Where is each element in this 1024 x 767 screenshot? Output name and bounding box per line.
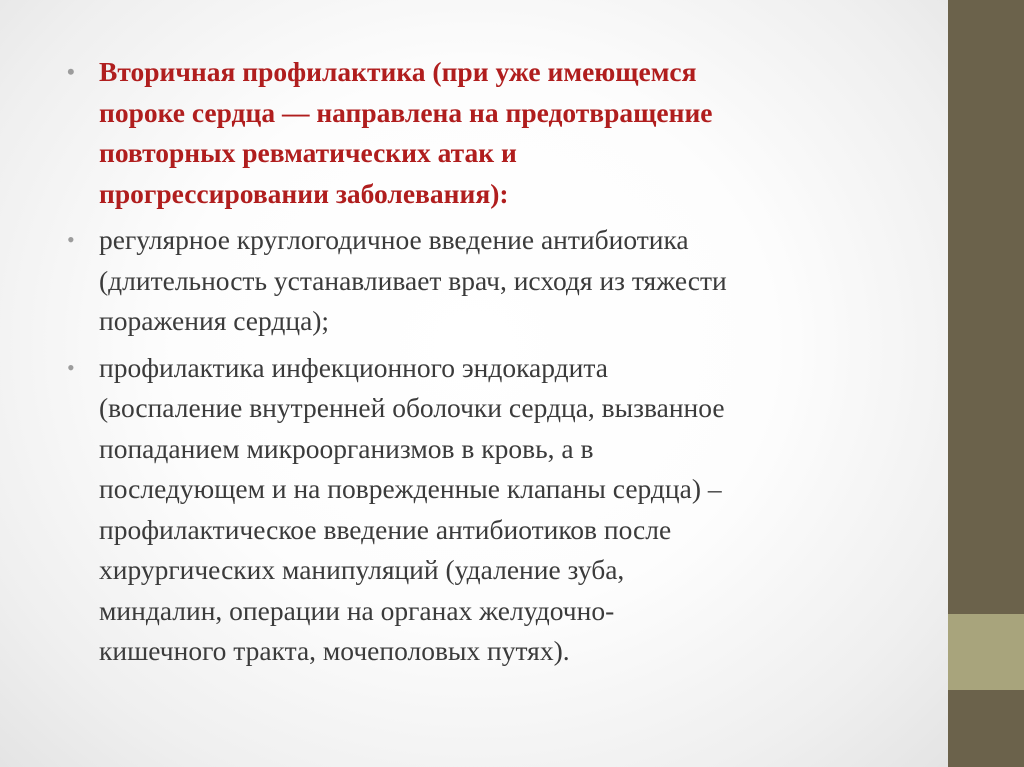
sidebar-accent-block [948,614,1024,690]
text-line: кишечного тракта, мочеполовых путях). [99,635,570,666]
sidebar-bar-top [948,0,1024,614]
text-line: попаданием микроорганизмов в кровь, а в [99,432,594,464]
bullet-item-antibiotic-regimen [66,220,896,342]
text-line: Вторичная профилактика (при уже имеющемся [99,56,697,87]
text-line: регулярное круглогодичное введение антибиотика [99,224,689,255]
sidebar-bar-bottom [948,690,1024,767]
text-line: прогрессировании заболевания): [99,177,509,209]
text-line: (длительность устанавливает врач, исходя из тяжести [99,264,727,296]
text-line: профилактическое введение антибиотиков после [99,513,672,545]
text-line: профилактика инфекционного эндокардита [99,351,608,383]
text-line: повторных ревматических атак и [99,137,517,168]
slide-content [66,52,896,672]
text-line: (воспаление внутренней оболочки сердца, вызванное [99,392,725,423]
text-line: миндалин, операции на органах желудочно- [99,594,615,626]
bullet-item-endocarditis-prevention [66,348,896,672]
bullet-marker: • [67,59,75,84]
text-line: хирургических манипуляций (удаление зуба, [99,554,625,585]
text-line: пороке сердца — направлена на предотвращение [99,96,713,128]
text-line: последующем и на поврежденные клапаны сердца) – [99,473,722,504]
bullet-marker: • [67,227,75,252]
bullet-item-heading [66,52,896,214]
bullet-marker: • [67,354,75,380]
text-line: поражения сердца); [99,305,330,336]
